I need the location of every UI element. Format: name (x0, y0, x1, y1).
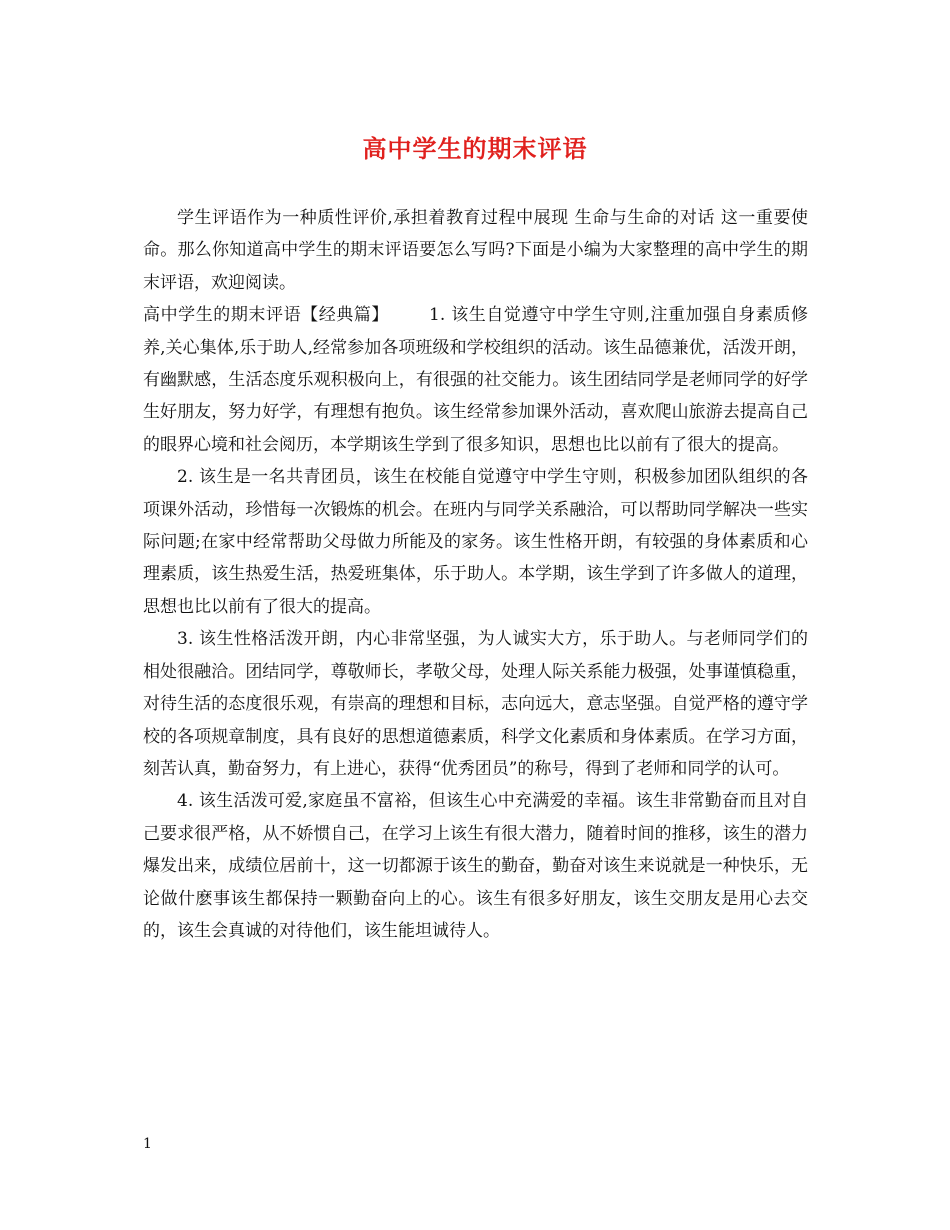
comment-3: 3. 该生性格活泼开朗，内心非常坚强，为人诚实大方，乐于助人。与老师同学们的相处很融洽。团结同学，尊敬师长，孝敬父母，处理人际关系能力极强，处事谨慎稳重，对待生活的态度很乐观，有崇高的理想和目标，志向远大，意志坚强。自觉严格的遵守学校的各项规章制度，具有良好的思想道德素质，科学文化素质和身体素质。在学习方面，刻苦认真，勤奋努力，有上进心，获得“优秀团员”的称号，得到了老师和同学的认可。 (143, 629, 808, 779)
section-paragraph-1 (143, 299, 808, 461)
document-body (143, 202, 808, 947)
comment-2: 2. 该生是一名共青团员，该生在校能自觉遵守中学生守则，积极参加团队组织的各项课外活动，珍惜每一次锻炼的机会。在班内与同学关系融洽，可以帮助同学解决一些实际问题;在家中经常帮助父母做力所能及的家务。该生性格开朗，有较强的身体素质和心理素质，该生热爱生活，热爱班集体，乐于助人。本学期，该生学到了许多做人的道理，思想也比以前有了很大的提高。 (143, 467, 808, 617)
comment-4: 4. 该生活泼可爱,家庭虽不富裕，但该生心中充满爱的幸福。该生非常勤奋而且对自己要求很严格，从不娇惯自己，在学习上该生有很大潜力，随着时间的推移，该生的潜力爆发出来，成绩位居前十，这一切都源于该生的勤奋，勤奋对该生来说就是一种快乐，无论做什麽事该生都保持一颗勤奋向上的心。该生有很多好朋友，该生交朋友是用心去交的，该生会真诚的对待他们，该生能坦诚待人。 (143, 791, 808, 941)
document-title: 高中学生的期末评语 (362, 134, 588, 163)
section-title: 高中学生的期末评语【经典篇】 (143, 305, 389, 326)
intro-paragraph: 学生评语作为一种质性评价,承担着教育过程中展现 生命与生命的对话 这一重要使命。那么你知道高中学生的期末评语要怎么写吗?下面是小编为大家整理的高中学生的期末评语，欢迎阅读。 (143, 208, 808, 293)
comment-1: 1. 该生自觉遵守中学生守则,注重加强自身素质修养,关心集体,乐于助人,经常参加各项班级和学校组织的活动。该生品德兼优，活泼开朗，有幽默感，生活态度乐观积极向上，有很强的社交能力。该生团结同学是老师同学的好学生好朋友，努力好学，有理想有抱负。该生经常参加课外活动，喜欢爬山旅游去提高自己的眼界心境和社会阅历，本学期该生学到了很多知识，思想也比以前有了很大的提高。 (143, 305, 809, 455)
page-number: 1 (143, 1136, 152, 1152)
